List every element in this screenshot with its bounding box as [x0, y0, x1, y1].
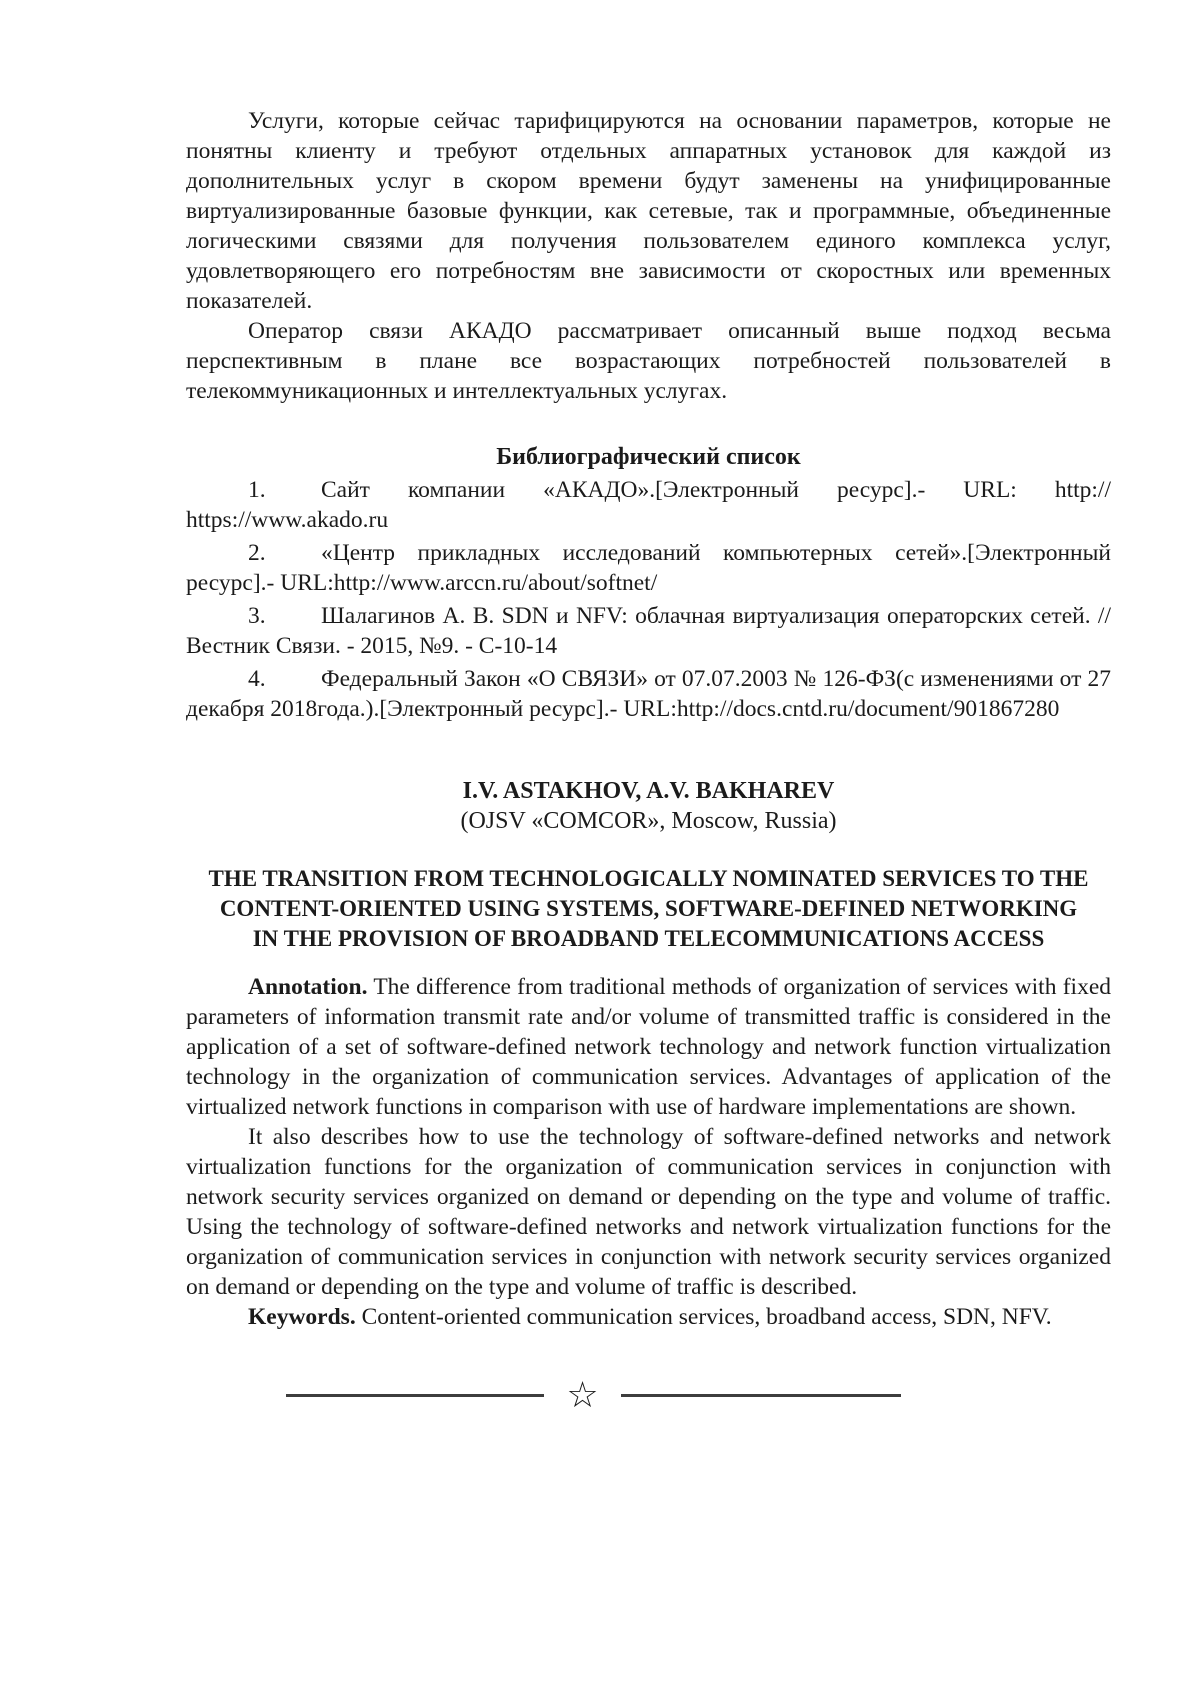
bibliography-heading: Библиографический список [496, 444, 801, 470]
divider-line-right [621, 1394, 901, 1397]
article-title-line: CONTENT-ORIENTED USING SYSTEMS, SOFTWARE-DEFINED NETWORKING [219, 896, 1078, 921]
keywords-label: Keywords. [248, 1304, 356, 1330]
bibliography-item [186, 475, 1111, 535]
bibliography-item-text: Федеральный Закон «О СВЯЗИ» от 07.07.2003 № 126-ФЗ(с изменениями от 27 декабря 2018года.).[Электронный ресурс].- URL:http://docs.cntd.ru/document/901867280 [186, 666, 1111, 722]
bibliography-item-text: Сайт компании «АКАДО».[Электронный ресурс].- URL: http:// https://www.akado.ru [186, 477, 1111, 533]
authors-line: I.V. ASTAKHOV, A.V. BAKHAREV [462, 778, 835, 804]
bibliography-item-text: «Центр прикладных исследований компьютерных сетей».[Электронный ресурс].- URL:http://www.arccn.ru/about/softnet/ [186, 540, 1111, 596]
article-title [186, 864, 1111, 954]
bibliography-item-number: 3. [248, 603, 266, 629]
bibliography-item-number: 2. [248, 540, 266, 566]
annotation-paragraph-1 [186, 972, 1111, 1122]
bibliography-item [186, 601, 1111, 661]
annotation-text: The difference from traditional methods of organization of services with fixed parameters of information transmit rate and/or volume of transmitted traffic is considered in the application of a set of software-defined network technology and network function virtualization technology in the organization of communication services. Advantages of application of the virtualized network functions in comparison with use of hardware implementations are shown. [186, 974, 1111, 1120]
affiliation-line: (OJSV «COMCOR», Moscow, Russia) [460, 808, 837, 834]
bibliography-item-number: 4. [248, 666, 266, 692]
divider-line-left [286, 1394, 544, 1397]
annotation-label: Annotation. [248, 974, 368, 1000]
page-content [186, 0, 1111, 1415]
keywords-text: Content-oriented communication services, broadband access, SDN, NFV. [361, 1304, 1052, 1330]
bibliography-item [186, 664, 1111, 724]
annotation-paragraph-2: It also describes how to use the technology of software-defined networks and network virtualization functions for the organization of communication services in conjunction with network security services organized on demand or depending on the type and volume of traffic. Using the technology of software-defined networks and network virtualization functions for the organization of communication services in conjunction with network security services organized on demand or depending on the type and volume of traffic is described. [186, 1124, 1111, 1300]
intro-section [186, 0, 1111, 406]
intro-paragraph-2: Оператор связи АКАДО рассматривает описанный выше подход весьма перспективным в плане все возрастающих потребностей пользователей в телекоммуникационных и интеллектуальных услугах. [186, 318, 1111, 404]
abstract-section [186, 972, 1111, 1332]
star-icon: ☆ [566, 1375, 599, 1415]
keywords-paragraph [186, 1302, 1111, 1332]
bibliography-item [186, 538, 1111, 598]
article-title-line: IN THE PROVISION OF BROADBAND TELECOMMUNICATIONS ACCESS [252, 926, 1045, 951]
bibliography-list [186, 475, 1111, 724]
intro-paragraph-1: Услуги, которые сейчас тарифицируются на основании параметров, которые не понятны клиенту и требуют отдельных аппаратных установок для каждой из дополнительных услуг в скором времени будут заменены на унифицированные виртуализированные базовые функции, как сетевые, так и программные, объединенные логическими связями для получения пользователем единого комплекса услуг, удовлетворяющего его потребностям вне зависимости от скоростных или временных показателей. [186, 108, 1111, 314]
article-title-line: THE TRANSITION FROM TECHNOLOGICALLY NOMINATED SERVICES TO THE [208, 866, 1089, 891]
bibliography-item-text: Шалагинов А. В. SDN и NFV: облачная виртуализация операторских сетей. // Вестник Связи. - 2015, №9. - С-10-14 [186, 603, 1111, 659]
section-divider [131, 1375, 1056, 1415]
bibliography-item-number: 1. [248, 477, 266, 503]
